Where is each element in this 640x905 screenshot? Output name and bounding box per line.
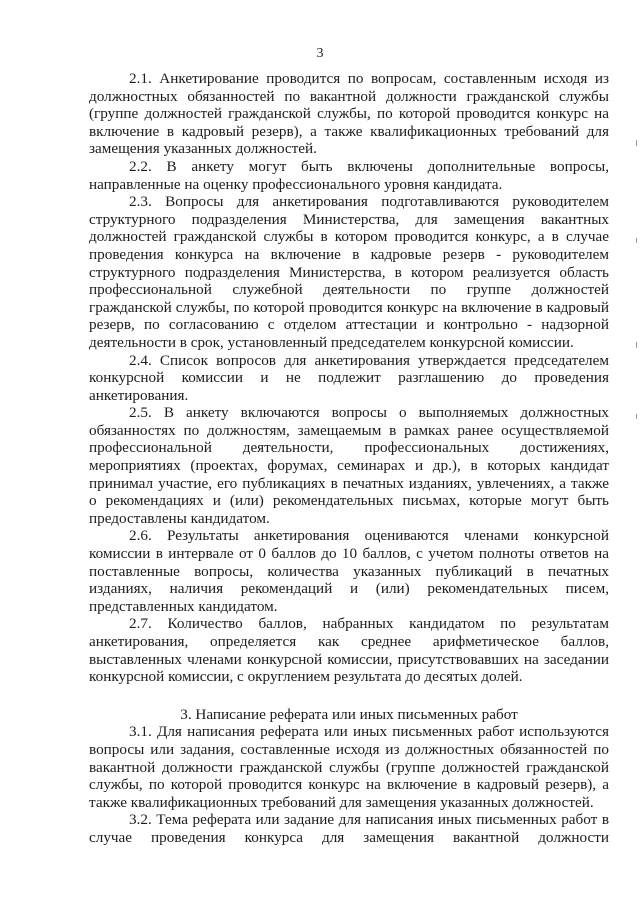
section-heading: 3. Написание реферата или иных письменных работ (180, 705, 518, 723)
paragraph-2-6: 2.6. Результаты анкетирования оцениваются членами конкурсной комиссии в интервале от 0 баллов до 10 баллов, с учетом полноты ответов на поставленные вопросы, количества указанных публикаций в печатных изданиях, наличия рекомендаций и (или) рекомендательных писем, представленных кандидатом. (89, 527, 609, 615)
paragraph-3-2: 3.2. Тема реферата или задание для написания иных письменных работ в случае проведения конкурса для замещения вакантной должности (89, 811, 609, 846)
paragraph-2-2: 2.2. В анкету могут быть включены дополнительные вопросы, направленные на оценку профессионального уровня кандидата. (89, 157, 609, 193)
paragraph-2-5: 2.5. В анкету включаются вопросы о выполняемых должностных обязанностях по должностям, замещаемым в рамках ранее осуществляемой профессиональной деятельности, профессиональных достижениях, мероприятиях (проектах, форумах, семинарах и др.), в которых кандидат принимал участие, его публикациях в печатных изданиях, увлечениях, а также о рекомендациях и (или) рекомендательных письмах, которые могут быть предоставлены кандидатом. (89, 404, 609, 527)
paragraph-2-7: 2.7. Количество баллов, набранных кандидатом по результатам анкетирования, определяется как среднее арифметическое баллов, выставленных членами конкурсной комиссии, присутствовавших на заседании конкурсной комиссии, с округлением результата до десятых долей. (89, 615, 609, 686)
page-number: 3 (316, 46, 324, 61)
scan-edge-mark (636, 140, 637, 146)
paragraph-2-4: 2.4. Список вопросов для анкетирования утверждается председателем конкурсной комиссии и не подлежит разглашению до проведения анкетирования. (89, 351, 609, 404)
paragraph-3-1: 3.1. Для написания реферата или иных письменных работ используются вопросы или задания, составленные исходя из должностных обязанностей по вакантной должности гражданской службы (группе должностей гражданской службы, по которой проводится конкурс на включение в кадровый резерв), а также квалификационных требований для замещения указанных должностей. (89, 723, 609, 811)
scan-edge-mark (636, 414, 637, 419)
scan-edge-mark (636, 238, 637, 243)
paragraph-2-3: 2.3. Вопросы для анкетирования подготавливаются руководителем структурного подразделения Министерства, для замещения вакантных должностей гражданской службы в котором проводится конкурс, а в случае проведения конкурса на включение в кадровые резерв - руководителем структурного подразделения Министерства, в котором реализуется область профессиональной служебной деятельности по группе должностей гражданской службы, по которой проводится конкурс на включение в кадровый резерв, по согласованию с отделом аттестации и контрольно - надзорной деятельности в срок, установленный председателем конкурсной комиссии. (89, 193, 609, 351)
scan-edge-mark (636, 342, 637, 348)
paragraph-2-1: 2.1. Анкетирование проводится по вопросам, составленным исходя из должностных обязанностей по вакантной должности гражданской службы (группе должностей гражданской службы, по которой проводится конкурс на включение в кадровый резерв), а также квалификационных требований для замещения указанных должностей. (89, 70, 609, 158)
document-body (89, 70, 609, 847)
